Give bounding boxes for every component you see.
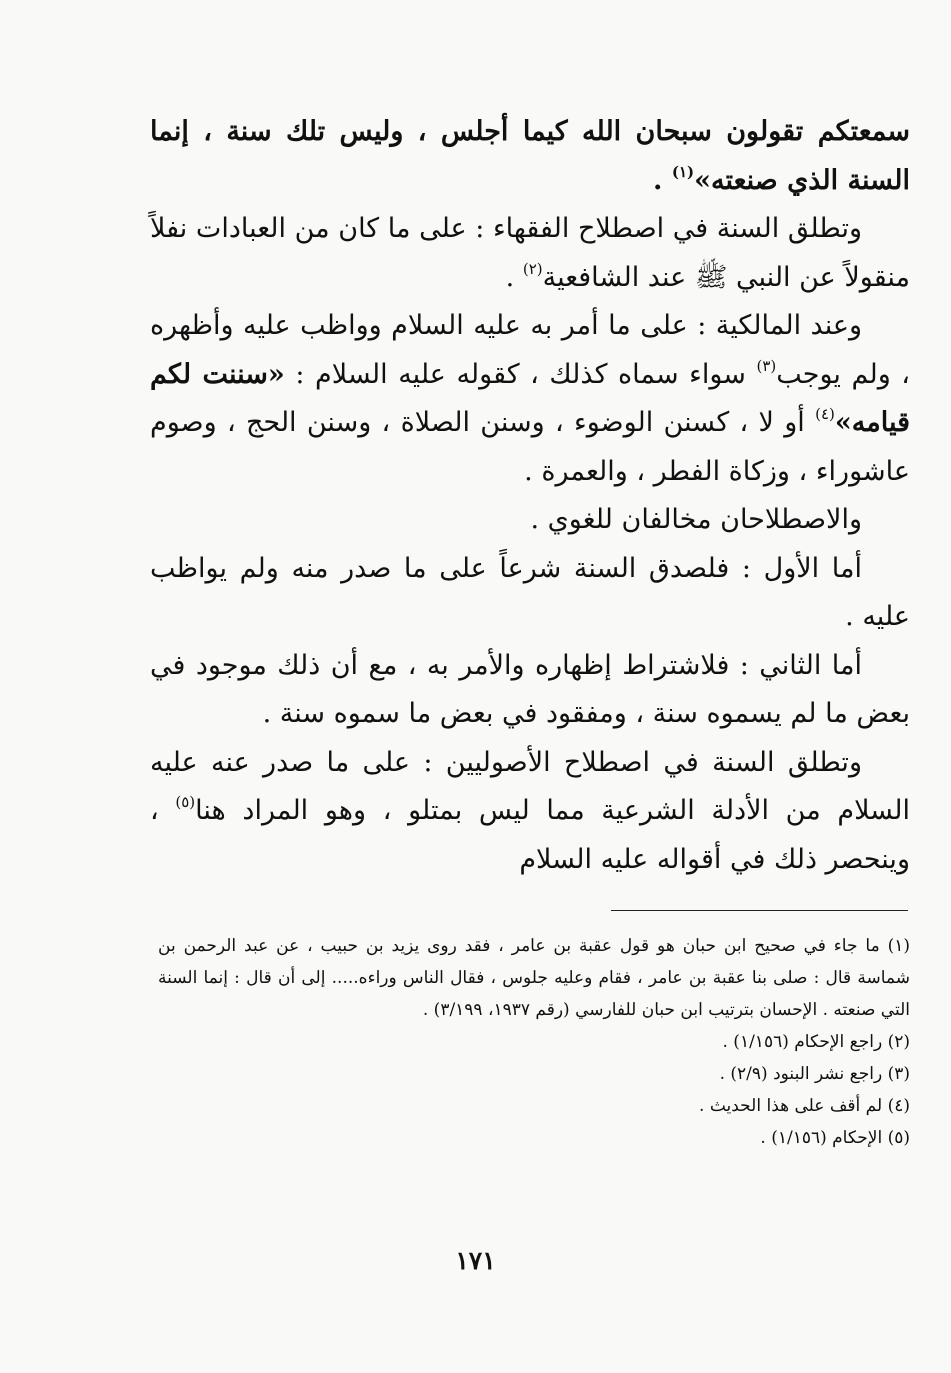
footnote-5: (٥) الإحكام (١/١٥٦) .: [760, 1128, 910, 1148]
paragraph-3-text-c: أو لا ، كسنن الوضوء ، وسنن الصلاة ، وسنن الحج ، وصوم عاشوراء ، وزكاة الفطر ، والعمرة .: [150, 407, 910, 487]
footnote-2: (٢) راجع الإحكام (١/١٥٦) .: [722, 1032, 910, 1052]
paragraph-1-text: سمعتكم تقولون سبحان الله كيما أجلس ، وليس تلك سنة ، إنما السنة الذي صنعته»: [150, 116, 910, 196]
paragraph-7: [150, 739, 910, 885]
main-text: [150, 108, 910, 884]
paragraph-1-tail: .: [653, 164, 672, 196]
paragraph-3: [150, 302, 910, 496]
footnote-4: (٤) لم أقف على هذا الحديث .: [699, 1096, 910, 1116]
paragraph-4: والاصطلاحان مخالفان للغوي .: [530, 504, 862, 535]
paragraph-3-text-a: وعند المالكية : على ما أمر به عليه السلام وواظب عليه وأظهره ، ولم يوجب: [150, 310, 911, 390]
paragraph-7-text-a: وتطلق السنة في اصطلاح الأصوليين : على ما صدر عنه عليه السلام من الأدلة الشرعية مما ليس بمتلو ، وهو المراد هنا: [150, 746, 910, 826]
paragraph-2: [150, 205, 910, 302]
page-number: ١٧١: [455, 1246, 496, 1275]
paragraph-2-tail: .: [505, 261, 523, 293]
footnote-divider: [611, 910, 908, 911]
paragraph-7-text-b: ، وينحصر ذلك في أقواله عليه السلام: [150, 795, 910, 875]
paragraph-3-text-b: سواء سماه كذلك ، كقوله عليه السلام :: [284, 358, 757, 390]
paragraph-6: أما الثاني : فلاشتراط إظهاره والأمر به ، مع أن ذلك موجود في بعض ما لم يسموه سنة ، ومفقود في بعض ما سموه سنة .: [150, 649, 910, 729]
hadith-quote: «سننت لكم قيامه»: [150, 358, 910, 438]
footnote-ref-1: (١): [671, 162, 695, 181]
paragraph-5: أما الأول : فلصدق السنة شرعاً على ما صدر منه ولم يواظب عليه .: [150, 552, 910, 632]
paragraph-2-text: وتطلق السنة في اصطلاح الفقهاء : على ما كان من العبادات نفلاً منقولاً عن النبي ﷺ عند الشافعية: [150, 213, 910, 293]
footnote-1: (١) ما جاء في صحيح ابن حبان هو قول عقبة بن عامر ، فقد روى يزيد بن حبيب ، عن عبد الرحمن بن شماسة قال : صلى بنا عقبة بن عامر ، فقام وعليه جلوس ، فقال الناس وراءه..... إلى أن قال : إنما السنة التي صنعته . الإحسان بترتيب ابن حبان للفارسي (رقم ١٩٣٧، ٣/١٩٩) .: [158, 936, 910, 1020]
footnote-ref-2: (٢): [522, 259, 543, 278]
paragraph-1: [150, 108, 910, 205]
footnote-ref-5: (٥): [175, 793, 196, 811]
footnote-ref-3: (٣): [756, 356, 777, 375]
footnote-3: (٣) راجع نشر البنود (٢/٩) .: [719, 1064, 910, 1084]
footnotes: [158, 930, 910, 1154]
footnote-ref-4: (٤): [815, 405, 835, 423]
